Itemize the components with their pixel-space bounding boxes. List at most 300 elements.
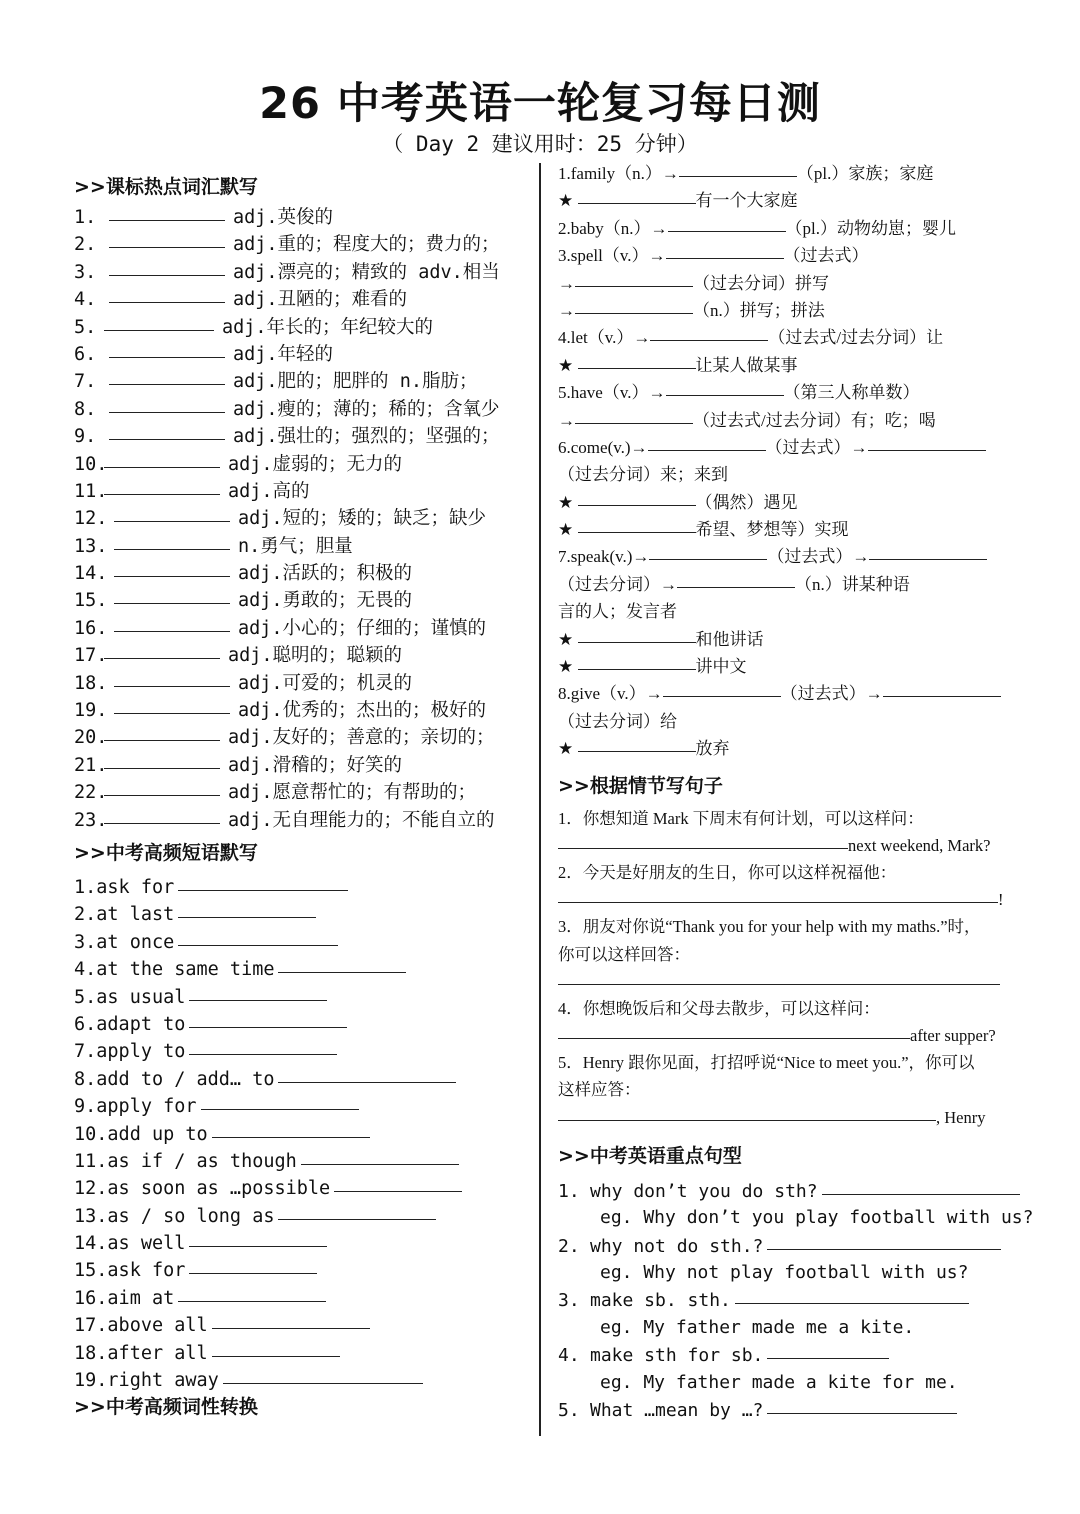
phrase-text: 6.adapt to bbox=[74, 1013, 186, 1035]
phrase-text: 12.as soon as …possible bbox=[74, 1178, 331, 1200]
answer-blank[interactable] bbox=[104, 805, 220, 824]
answer-blank[interactable] bbox=[278, 954, 406, 973]
answer-blank[interactable] bbox=[104, 476, 220, 495]
answer-blank[interactable] bbox=[558, 1104, 936, 1121]
vocab-number: 14. bbox=[74, 563, 108, 585]
answer-blank[interactable] bbox=[883, 680, 1001, 697]
situation-text: 2．今天是好朋友的生日，你可以这样祝福他： bbox=[558, 862, 897, 882]
phrase-text: 11.as if / as though bbox=[74, 1150, 297, 1172]
situation-item bbox=[558, 995, 1048, 1022]
pattern-number: 4. bbox=[558, 1345, 580, 1367]
answer-blank[interactable] bbox=[649, 543, 767, 560]
word-form-item bbox=[558, 434, 1048, 461]
answer-blank[interactable] bbox=[869, 543, 987, 560]
word-form-text: ★ bbox=[558, 739, 578, 759]
answer-blank[interactable] bbox=[189, 982, 327, 1001]
answer-blank[interactable] bbox=[558, 1022, 910, 1039]
vocab-number: 23. bbox=[74, 809, 108, 831]
answer-blank[interactable] bbox=[578, 516, 696, 533]
answer-blank[interactable] bbox=[109, 202, 225, 221]
phrase-text: 17.above all bbox=[74, 1315, 208, 1337]
vocab-item bbox=[74, 503, 534, 530]
answer-blank[interactable] bbox=[104, 722, 220, 741]
pattern-number: 1. bbox=[558, 1180, 580, 1202]
vocab-definition: adj.强壮的；强烈的；坚强的； bbox=[233, 426, 500, 448]
word-form-item bbox=[558, 598, 1048, 625]
vocab-number: 22. bbox=[74, 782, 108, 804]
pattern-text: make sb. sth. bbox=[590, 1290, 731, 1312]
vocab-definition: adj.肥的；肥胖的 n.脂肪； bbox=[233, 371, 478, 393]
situation-item bbox=[558, 968, 1048, 995]
word-form-item bbox=[558, 187, 1048, 214]
vocab-item bbox=[74, 695, 534, 722]
pattern-item bbox=[558, 1396, 1048, 1423]
word-form-text: （过去式/过去分词）让 bbox=[768, 328, 944, 348]
pattern-example: eg. My father made me a kite. bbox=[600, 1316, 915, 1338]
vocab-number: 3. bbox=[74, 261, 97, 283]
answer-blank[interactable] bbox=[178, 899, 316, 918]
answer-blank[interactable] bbox=[578, 352, 696, 369]
column-divider bbox=[539, 163, 541, 1436]
answer-blank[interactable] bbox=[114, 585, 230, 604]
phrase-text: 5.as usual bbox=[74, 986, 186, 1008]
word-form-item bbox=[558, 489, 1048, 516]
answer-blank[interactable] bbox=[114, 668, 230, 687]
phrase-item bbox=[74, 1283, 534, 1310]
phrase-text: 19.right away bbox=[74, 1370, 219, 1392]
answer-blank[interactable] bbox=[114, 695, 230, 714]
answer-blank[interactable] bbox=[109, 366, 225, 385]
vocab-item bbox=[74, 339, 534, 366]
answer-blank[interactable] bbox=[650, 324, 768, 341]
vocab-definition: adj.高的 bbox=[228, 480, 310, 502]
pattern-number: 3. bbox=[558, 1290, 580, 1312]
answer-blank[interactable] bbox=[178, 1283, 326, 1302]
vocab-definition: adj.勇敢的；无畏的 bbox=[238, 590, 413, 612]
word-form-text: （过去分词）拼写 bbox=[693, 273, 829, 293]
pattern-number: 2. bbox=[558, 1235, 580, 1257]
phrase-text: 2.at last bbox=[74, 904, 175, 926]
vocab-number: 16. bbox=[74, 617, 108, 639]
vocab-item bbox=[74, 284, 534, 311]
word-form-text: 4.let（v.）→ bbox=[558, 328, 651, 348]
situation-item bbox=[558, 941, 1048, 968]
answer-blank[interactable] bbox=[109, 257, 225, 276]
vocab-item bbox=[74, 394, 534, 421]
phrase-item bbox=[74, 1338, 534, 1365]
pattern-text: What …mean by …? bbox=[590, 1399, 764, 1421]
answer-blank[interactable] bbox=[868, 434, 986, 451]
phrase-item bbox=[74, 1255, 534, 1282]
word-form-text: 言的人；发言者 bbox=[558, 602, 677, 622]
word-forms-list bbox=[558, 160, 1048, 763]
vocab-number: 18. bbox=[74, 672, 108, 694]
vocab-item bbox=[74, 777, 534, 804]
answer-blank[interactable] bbox=[822, 1177, 1020, 1195]
phrase-item bbox=[74, 1173, 534, 1200]
answer-blank[interactable] bbox=[575, 407, 693, 424]
phrase-item bbox=[74, 1228, 534, 1255]
situation-text: 3．朋友对你说“Thank you for your help with my maths.”时， bbox=[558, 917, 981, 937]
answer-blank[interactable] bbox=[666, 379, 784, 396]
answer-blank[interactable] bbox=[104, 640, 220, 659]
vocab-item bbox=[74, 257, 534, 284]
vocab-item bbox=[74, 449, 534, 476]
answer-blank[interactable] bbox=[578, 626, 696, 643]
word-form-text: 放弃 bbox=[695, 739, 730, 759]
situation-item bbox=[558, 859, 1048, 886]
answer-blank[interactable] bbox=[278, 1064, 456, 1083]
word-form-text: 希望、梦想等）实现 bbox=[695, 520, 849, 540]
word-form-item bbox=[558, 215, 1048, 242]
vocab-number: 17. bbox=[74, 645, 108, 667]
vocab-definition: adj.重的；程度大的；费力的； bbox=[233, 234, 500, 256]
vocab-number: 8. bbox=[74, 398, 97, 420]
vocab-item bbox=[74, 613, 534, 640]
answer-blank[interactable] bbox=[575, 270, 693, 287]
word-form-text: 有一个大家庭 bbox=[695, 191, 798, 211]
situation-item bbox=[558, 1076, 1048, 1103]
vocab-number: 19. bbox=[74, 700, 108, 722]
answer-blank[interactable] bbox=[212, 1310, 370, 1329]
answer-blank[interactable] bbox=[301, 1146, 459, 1165]
pattern-text: why don’t you do sth? bbox=[590, 1180, 818, 1202]
vocab-item bbox=[74, 229, 534, 256]
situation-text: after supper? bbox=[910, 1026, 996, 1046]
answer-blank[interactable] bbox=[575, 297, 693, 314]
answer-blank[interactable] bbox=[109, 421, 225, 440]
phrase-item bbox=[74, 872, 534, 899]
answer-blank[interactable] bbox=[109, 229, 225, 248]
phrase-item bbox=[74, 1201, 534, 1228]
phrase-text: 10.add up to bbox=[74, 1123, 208, 1145]
pattern-item bbox=[558, 1286, 1048, 1313]
section-title-word-forms: >>中考高频词性转换 bbox=[74, 1396, 258, 1419]
vocab-definition: adj.虚弱的；无力的 bbox=[228, 453, 403, 475]
answer-blank[interactable] bbox=[189, 1009, 347, 1028]
word-form-text: 2.baby（n.）→ bbox=[558, 218, 668, 238]
vocab-item bbox=[74, 558, 534, 585]
pattern-example: eg. Why don’t you play football with us? bbox=[600, 1207, 1034, 1229]
vocab-number: 1. bbox=[74, 207, 97, 228]
phrase-item bbox=[74, 1036, 534, 1063]
phrase-item bbox=[74, 1310, 534, 1337]
word-form-item bbox=[558, 242, 1048, 269]
vocab-number: 5. bbox=[74, 316, 97, 338]
vocab-definition: adj.无自理能力的；不能自立的 bbox=[228, 809, 495, 831]
phrase-text: 13.as / so long as bbox=[74, 1205, 275, 1227]
word-form-text: → bbox=[558, 410, 575, 430]
phrase-item bbox=[74, 954, 534, 981]
word-form-text: （n.）讲某种语 bbox=[795, 574, 910, 594]
phrase-text: 1.ask for bbox=[74, 876, 175, 898]
vocab-definition: n.勇气；胆量 bbox=[238, 535, 353, 557]
vocab-definition: adj.短的；矮的；缺乏；缺少 bbox=[238, 508, 487, 530]
vocab-number: 13. bbox=[74, 535, 108, 557]
phrase-text: 3.at once bbox=[74, 931, 175, 953]
situation-text: 你可以这样回答： bbox=[558, 944, 690, 964]
vocab-definition: adj.年轻的 bbox=[233, 343, 334, 365]
pattern-example: eg. My father made a kite for me. bbox=[600, 1371, 958, 1393]
word-form-item bbox=[558, 461, 1048, 488]
word-form-item bbox=[558, 735, 1048, 762]
answer-blank[interactable] bbox=[109, 394, 225, 413]
word-form-item bbox=[558, 626, 1048, 653]
vocab-item bbox=[74, 640, 534, 667]
situation-text: , Henry bbox=[936, 1107, 986, 1127]
pattern-example: eg. Why not play football with us? bbox=[600, 1262, 969, 1284]
section-title-vocab: >>课标热点词汇默写 bbox=[74, 176, 258, 198]
situation-text: ! bbox=[998, 890, 1004, 910]
answer-blank[interactable] bbox=[666, 242, 784, 259]
section-title-situations: >>根据情节写句子 bbox=[558, 774, 723, 797]
vocab-number: 9. bbox=[74, 426, 97, 448]
phrase-item bbox=[74, 1009, 534, 1036]
answer-blank[interactable] bbox=[578, 187, 696, 204]
vocab-number: 7. bbox=[74, 371, 97, 393]
vocab-number: 4. bbox=[74, 289, 97, 311]
vocab-item bbox=[74, 366, 534, 393]
word-form-text: 1.family（n.）→ bbox=[558, 164, 679, 183]
vocab-item bbox=[74, 805, 534, 832]
vocab-list bbox=[74, 202, 534, 832]
word-form-text: ★ bbox=[558, 629, 578, 649]
vocab-definition: adj.聪明的；聪颖的 bbox=[228, 645, 403, 667]
phrase-item bbox=[74, 1119, 534, 1146]
phrase-text: 4.at the same time bbox=[74, 959, 275, 981]
vocab-definition: adj.年长的；年纪较大的 bbox=[222, 316, 434, 338]
vocab-definition: adj.可爱的；机灵的 bbox=[238, 672, 413, 694]
situation-item bbox=[558, 1022, 1048, 1049]
word-form-text: 和他讲话 bbox=[695, 629, 764, 649]
section-title-phrases: >>中考高频短语默写 bbox=[74, 841, 258, 864]
vocab-number: 6. bbox=[74, 343, 97, 365]
answer-blank[interactable] bbox=[114, 531, 230, 550]
vocab-item bbox=[74, 722, 534, 749]
answer-blank[interactable] bbox=[578, 653, 696, 670]
word-form-text: （pl.）动物幼崽；婴儿 bbox=[785, 218, 957, 238]
situation-text: next weekend, Mark? bbox=[848, 835, 991, 855]
page-title: 26 中考英语一轮复习每日测 bbox=[259, 79, 821, 129]
vocab-number: 2. bbox=[74, 234, 97, 256]
word-form-text: （过去式）→ bbox=[767, 547, 870, 567]
pattern-text: make sth for sb. bbox=[590, 1345, 764, 1367]
vocab-definition: adj.英俊的 bbox=[233, 207, 334, 228]
answer-blank[interactable] bbox=[178, 927, 338, 946]
pattern-item bbox=[558, 1177, 1048, 1204]
vocab-definition: adj.友好的；善意的；亲切的； bbox=[228, 727, 495, 749]
vocab-number: 10. bbox=[74, 453, 108, 475]
vocab-definition: adj.小心的；仔细的；谨慎的 bbox=[238, 617, 487, 639]
left-column bbox=[74, 172, 534, 1422]
phrase-text: 16.aim at bbox=[74, 1287, 175, 1309]
answer-blank[interactable] bbox=[114, 558, 230, 577]
vocab-item bbox=[74, 750, 534, 777]
vocab-item bbox=[74, 476, 534, 503]
word-form-text: 6.come(v.)→ bbox=[558, 437, 648, 457]
answer-blank[interactable] bbox=[189, 1036, 337, 1055]
vocab-definition: adj.活跃的；积极的 bbox=[238, 563, 413, 585]
answer-blank[interactable] bbox=[663, 680, 781, 697]
vocab-item bbox=[74, 585, 534, 612]
vocab-number: 11. bbox=[74, 480, 108, 502]
situation-item bbox=[558, 913, 1048, 940]
answer-blank[interactable] bbox=[104, 312, 214, 331]
phrase-text: 15.ask for bbox=[74, 1260, 186, 1282]
word-form-text: 7.speak(v.)→ bbox=[558, 547, 650, 567]
vocab-number: 15. bbox=[74, 590, 108, 612]
vocab-definition: adj.滑稽的；好笑的 bbox=[228, 754, 403, 776]
situation-item bbox=[558, 886, 1048, 913]
word-form-item bbox=[558, 543, 1048, 570]
word-form-text: （过去分词）→ bbox=[558, 574, 677, 594]
phrase-text: 18.after all bbox=[74, 1342, 208, 1364]
answer-blank[interactable] bbox=[189, 1228, 327, 1247]
situation-text: 这样应答： bbox=[558, 1080, 641, 1100]
word-form-item bbox=[558, 270, 1048, 297]
word-form-text: （过去分词）来；来到 bbox=[558, 465, 728, 485]
word-form-text: （过去式）→ bbox=[780, 684, 883, 704]
answer-blank[interactable] bbox=[767, 1232, 1001, 1250]
word-form-text: （pl.）家族；家庭 bbox=[796, 164, 934, 183]
vocab-number: 21. bbox=[74, 754, 108, 776]
word-form-text: ★ bbox=[558, 492, 578, 512]
answer-blank[interactable] bbox=[679, 160, 797, 177]
phrase-text: 14.as well bbox=[74, 1233, 186, 1255]
answer-blank[interactable] bbox=[278, 1201, 436, 1220]
answer-blank[interactable] bbox=[578, 735, 696, 752]
answer-blank[interactable] bbox=[104, 777, 220, 796]
vocab-definition: adj.丑陋的；难看的 bbox=[233, 289, 408, 311]
situation-item bbox=[558, 805, 1048, 832]
situation-item bbox=[558, 832, 1048, 859]
section-title-patterns: >>中考英语重点句型 bbox=[558, 1144, 742, 1167]
situation-item bbox=[558, 1049, 1048, 1076]
answer-blank[interactable] bbox=[668, 215, 786, 232]
word-form-text: （第三人称单数） bbox=[783, 383, 920, 403]
answer-blank[interactable] bbox=[109, 339, 225, 358]
situation-text: 5．Henry 跟你见面，打招呼说“Nice to meet you.”，你可以 bbox=[558, 1053, 975, 1073]
word-form-text: 讲中文 bbox=[695, 657, 747, 677]
answer-blank[interactable] bbox=[212, 1119, 370, 1138]
word-form-text: （过去分词）给 bbox=[558, 711, 677, 731]
answer-blank[interactable] bbox=[189, 1255, 317, 1274]
answer-blank[interactable] bbox=[767, 1396, 957, 1414]
word-form-text: 8.give（v.）→ bbox=[558, 684, 663, 704]
answer-blank[interactable] bbox=[578, 489, 696, 506]
answer-blank[interactable] bbox=[735, 1286, 969, 1304]
vocab-item bbox=[74, 421, 534, 448]
answer-blank[interactable] bbox=[104, 449, 220, 468]
answer-blank[interactable] bbox=[109, 284, 225, 303]
answer-blank[interactable] bbox=[178, 872, 348, 891]
answer-blank[interactable] bbox=[558, 886, 998, 903]
word-form-item bbox=[558, 516, 1048, 543]
word-form-item bbox=[558, 407, 1048, 434]
word-form-text: 让某人做某事 bbox=[695, 355, 798, 375]
word-form-text: → bbox=[558, 300, 575, 320]
vocab-definition: adj.愿意帮忙的；有帮助的； bbox=[228, 782, 477, 804]
word-form-item bbox=[558, 160, 1048, 187]
situation-text: 1．你想知道 Mark 下周末有何计划，可以这样问： bbox=[558, 808, 924, 828]
situation-text: 4．你想晚饭后和父母去散步，可以这样问： bbox=[558, 998, 880, 1018]
vocab-definition: adj.漂亮的；精致的 adv.相当 bbox=[233, 261, 500, 283]
phrase-item bbox=[74, 899, 534, 926]
pattern-list bbox=[558, 1177, 1048, 1424]
phrase-text: 8.add to / add… to bbox=[74, 1068, 275, 1090]
phrase-item bbox=[74, 1091, 534, 1118]
answer-blank[interactable] bbox=[104, 750, 220, 769]
vocab-number: 20. bbox=[74, 727, 108, 749]
word-form-text: （过去式） bbox=[783, 246, 869, 266]
vocab-item bbox=[74, 312, 534, 339]
word-form-text: （过去式）→ bbox=[765, 437, 868, 457]
answer-blank[interactable] bbox=[334, 1173, 462, 1192]
vocab-definition: adj.优秀的；杰出的；极好的 bbox=[238, 700, 487, 722]
answer-blank[interactable] bbox=[201, 1091, 359, 1110]
word-form-text: （偶然）遇见 bbox=[695, 492, 798, 512]
word-form-text: （n.）拼写；拼法 bbox=[693, 300, 825, 320]
vocab-item bbox=[74, 202, 534, 229]
word-form-text: ★ bbox=[558, 191, 578, 211]
word-form-text: ★ bbox=[558, 520, 578, 540]
answer-blank[interactable] bbox=[767, 1341, 889, 1359]
pattern-item bbox=[558, 1341, 1048, 1368]
phrase-item bbox=[74, 1365, 534, 1392]
word-form-text: → bbox=[558, 273, 575, 293]
vocab-item bbox=[74, 668, 534, 695]
phrase-item bbox=[74, 1064, 534, 1091]
right-column bbox=[558, 160, 1048, 1423]
vocab-definition: adj.瘦的；薄的；稀的；含氧少 bbox=[233, 398, 500, 420]
pattern-item bbox=[558, 1232, 1048, 1259]
phrase-text: 7.apply to bbox=[74, 1041, 186, 1063]
word-form-text: （过去式/过去分词）有；吃；喝 bbox=[693, 410, 936, 430]
phrase-item bbox=[74, 927, 534, 954]
word-form-item bbox=[558, 352, 1048, 379]
page-subtitle: （ Day 2 建议用时：25 分钟） bbox=[382, 132, 698, 156]
answer-blank[interactable] bbox=[558, 968, 1000, 985]
word-form-text: 3.spell（v.）→ bbox=[558, 246, 666, 266]
word-form-item bbox=[558, 571, 1048, 598]
situation-item bbox=[558, 1104, 1048, 1131]
phrase-text: 9.apply for bbox=[74, 1096, 197, 1118]
word-form-item bbox=[558, 297, 1048, 324]
word-form-item bbox=[558, 708, 1048, 735]
answer-blank[interactable] bbox=[558, 832, 848, 849]
phrase-item bbox=[74, 1146, 534, 1173]
answer-blank[interactable] bbox=[212, 1338, 340, 1357]
answer-blank[interactable] bbox=[114, 503, 230, 522]
word-form-text: ★ bbox=[558, 355, 578, 375]
answer-blank[interactable] bbox=[648, 434, 766, 451]
word-form-item bbox=[558, 379, 1048, 406]
vocab-item bbox=[74, 531, 534, 558]
answer-blank[interactable] bbox=[223, 1365, 423, 1384]
word-form-text: 5.have（v.）→ bbox=[558, 383, 666, 403]
situation-list bbox=[558, 805, 1048, 1131]
phrase-list bbox=[74, 872, 534, 1392]
answer-blank[interactable] bbox=[677, 571, 795, 588]
answer-blank[interactable] bbox=[114, 613, 230, 632]
word-form-item bbox=[558, 324, 1048, 351]
vocab-number: 12. bbox=[74, 508, 108, 530]
word-form-item bbox=[558, 653, 1048, 680]
word-form-item bbox=[558, 680, 1048, 707]
pattern-text: why not do sth.? bbox=[590, 1235, 764, 1257]
pattern-number: 5. bbox=[558, 1399, 580, 1421]
word-form-text: ★ bbox=[558, 657, 578, 677]
